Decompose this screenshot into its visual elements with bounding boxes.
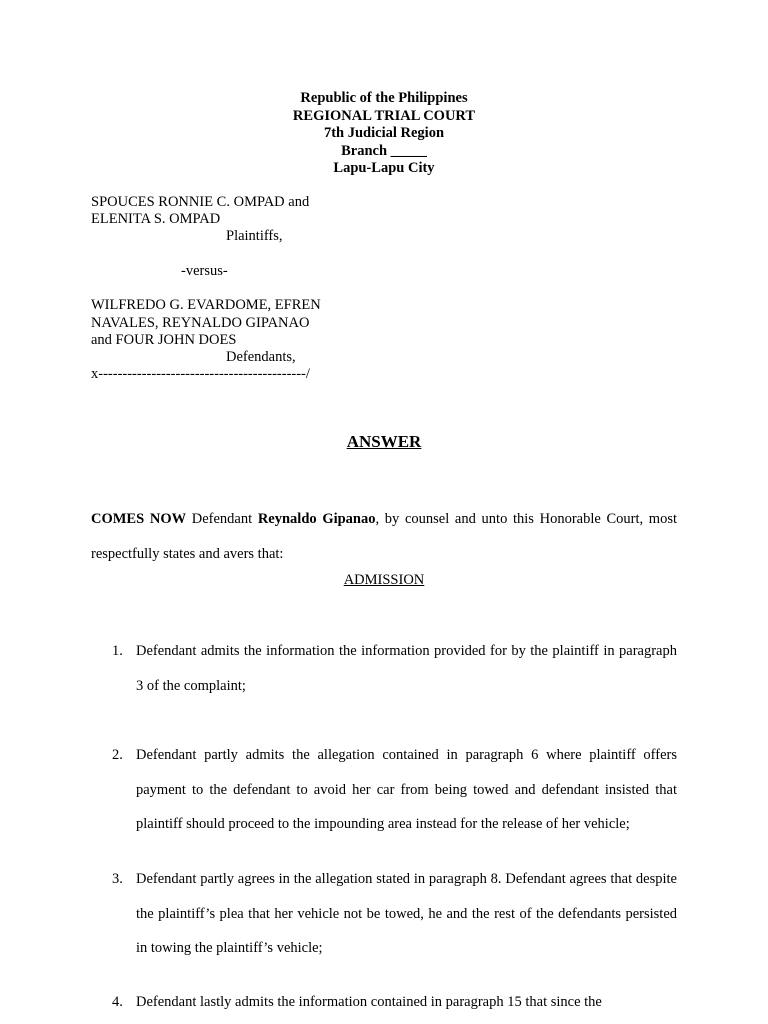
intro-defendant-word: Defendant bbox=[186, 511, 258, 527]
list-item-number: 3. bbox=[112, 871, 123, 887]
list-item-text: Defendant lastly admits the information contained in paragraph 15 that since the bbox=[136, 994, 602, 1010]
plaintiffs-label: Plaintiffs, bbox=[226, 228, 283, 244]
caption-separator: x-------------------------------------------/ bbox=[91, 366, 310, 382]
plaintiffs-line-1: SPOUCES RONNIE C. OMPAD and bbox=[91, 194, 310, 210]
header-region: 7th Judicial Region bbox=[323, 125, 445, 141]
intro-defendant-name: Reynaldo Gipanao bbox=[257, 511, 376, 527]
section-title-admission: ADMISSION bbox=[343, 572, 425, 588]
list-item-number: 4. bbox=[112, 994, 123, 1010]
list-item bbox=[112, 985, 677, 1020]
defendants-line-1: WILFREDO G. EVARDOME, EFREN bbox=[91, 297, 321, 313]
plaintiffs-line-2: ELENITA S. OMPAD bbox=[91, 211, 221, 227]
court-header bbox=[0, 90, 768, 178]
defendants-line-2: NAVALES, REYNALDO GIPANAO bbox=[91, 315, 310, 331]
defendants-line-3: and FOUR JOHN DOES bbox=[91, 332, 237, 348]
header-city: Lapu-Lapu City bbox=[333, 160, 435, 176]
versus-label: -versus- bbox=[181, 263, 228, 279]
intro-rest: , by counsel and unto this Honorable Court, most respectfully states and avers that: bbox=[91, 511, 678, 562]
list-item-text: Defendant partly admits the allegation contained in paragraph 6 where plaintiff offers payment to the defendant to avoid her car from being towed and defendant insisted that plaintiff should proceed to the impounding area instead for the release of her vehicle; bbox=[136, 747, 677, 832]
intro-comes-now: COMES NOW bbox=[91, 511, 187, 527]
list-item bbox=[112, 862, 677, 966]
header-republic: Republic of the Philippines bbox=[300, 90, 468, 106]
list-item-number: 2. bbox=[112, 747, 123, 763]
header-branch: Branch _____ bbox=[341, 142, 427, 159]
defendants-label: Defendants, bbox=[226, 349, 296, 365]
list-item bbox=[112, 634, 677, 703]
header-court: REGIONAL TRIAL COURT bbox=[292, 107, 476, 124]
list-item bbox=[112, 738, 677, 842]
document-title: ANSWER bbox=[346, 432, 422, 451]
list-item-text: Defendant admits the information the information provided for by the plaintiff in paragraph 3 of the complaint; bbox=[136, 643, 677, 694]
list-item-number: 1. bbox=[112, 643, 123, 659]
list-item-text: Defendant partly agrees in the allegation stated in paragraph 8. Defendant agrees that despite the plaintiff’s plea that her vehicle not be towed, he and the rest of the defendants persisted in towing the plaintiff’s vehicle; bbox=[136, 871, 677, 956]
intro-paragraph bbox=[91, 502, 677, 572]
